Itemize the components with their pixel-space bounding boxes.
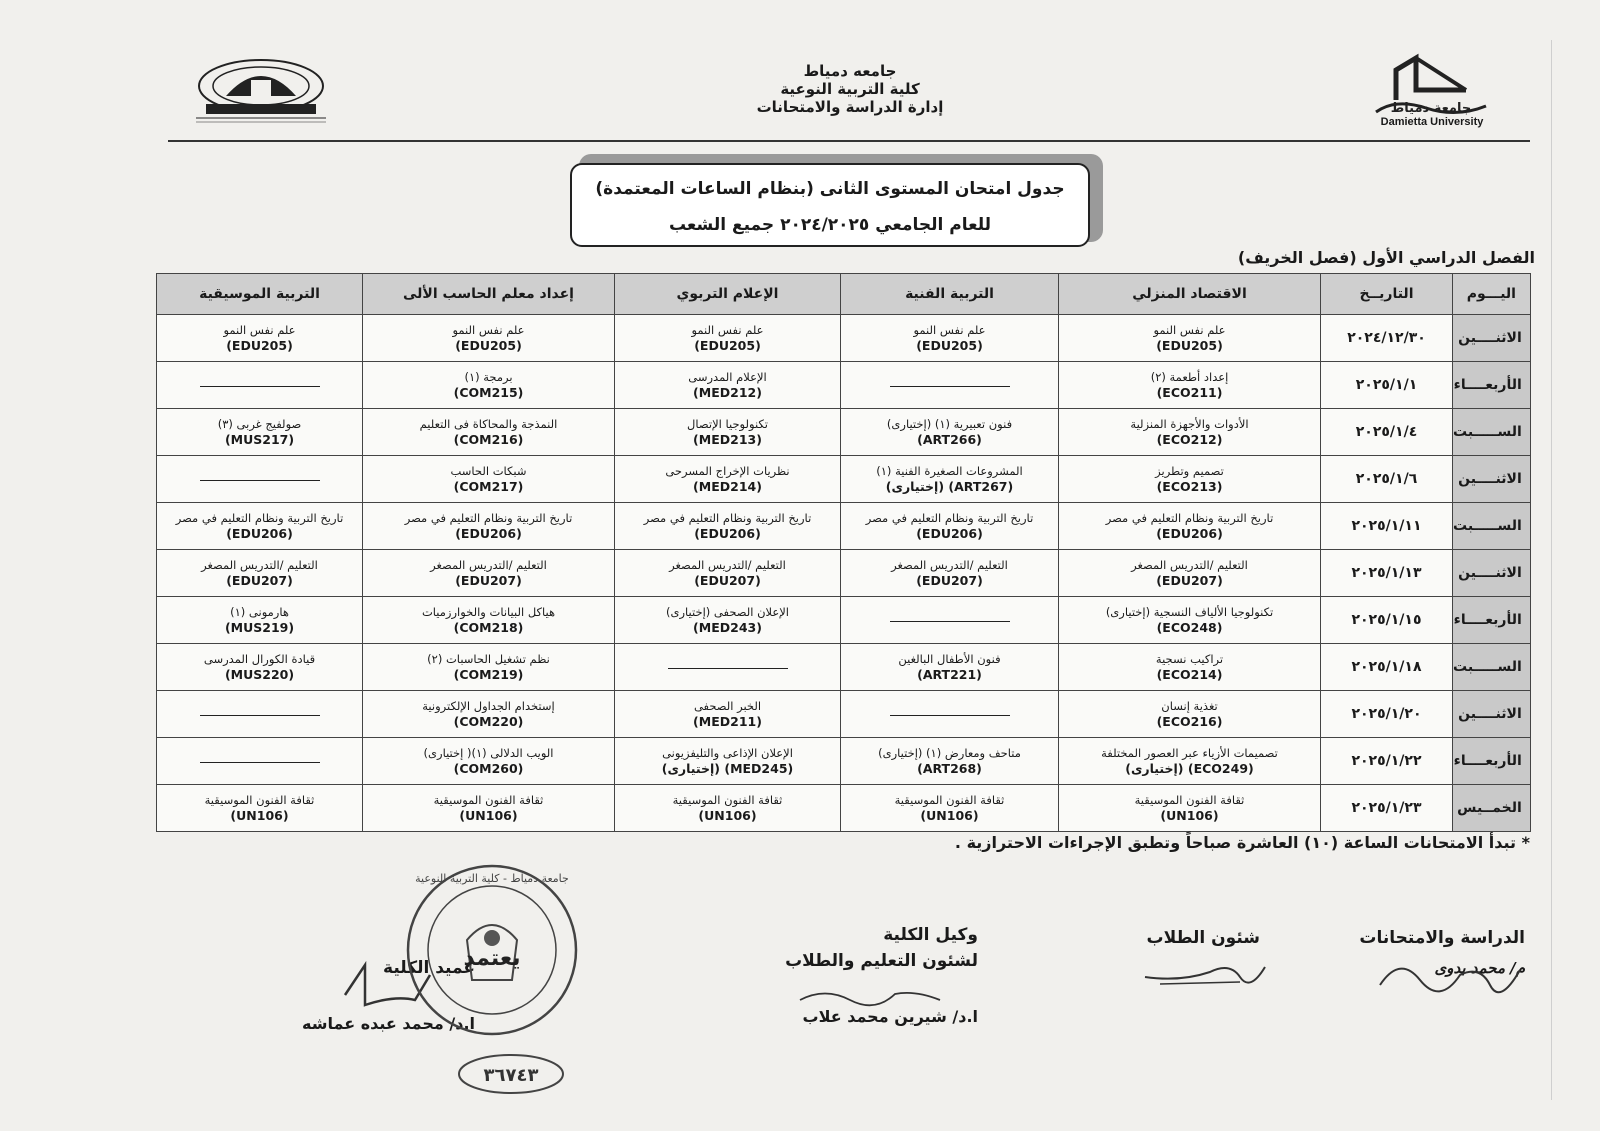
- course-code: (ECO213): [1156, 479, 1223, 494]
- course-name: تاريخ التربية ونظام التعليم في مصر: [865, 511, 1034, 525]
- stamp-word: يعتمد: [463, 946, 521, 971]
- course-name: ثقافة الفنون الموسيقية: [672, 793, 783, 807]
- course-name: شبكات الحاسب: [450, 464, 527, 478]
- course-code: (UN106): [1160, 808, 1219, 823]
- date-cell: ٢٠٢٤/١٢/٣٠: [1321, 315, 1453, 362]
- table-row: [157, 785, 1531, 832]
- course-name: ثقافة الفنون الموسيقية: [1134, 793, 1245, 807]
- course-code: (MED213): [693, 432, 762, 447]
- course-code: (EDU206): [916, 526, 983, 541]
- course-code: (ECO211): [1156, 385, 1223, 400]
- day-cell: الأربعــــاء: [1453, 362, 1531, 409]
- exam-time-note: * تبدأ الامتحانات الساعة (١٠) العاشرة صباحاً وتطبق الإجراءات الاحترازية .: [954, 833, 1530, 852]
- course-cell: [157, 691, 363, 738]
- course-name: تاريخ التربية ونظام التعليم في مصر: [404, 511, 573, 525]
- table-row: [157, 691, 1531, 738]
- stamp-number-seal: [456, 1052, 566, 1096]
- course-name: ثقافة الفنون الموسيقية: [204, 793, 315, 807]
- no-exam-dash: [890, 385, 1010, 387]
- table-row: [157, 738, 1531, 785]
- day-cell: الســـــبت: [1453, 503, 1531, 550]
- semester-label: الفصل الدراسي الأول (فصل الخريف): [1237, 248, 1535, 267]
- course-cell: [615, 691, 841, 738]
- course-name: التعليم /التدريس المصغر: [669, 558, 786, 572]
- course-cell: [615, 362, 841, 409]
- day-cell: الاثنــــين: [1453, 691, 1531, 738]
- course-cell: [157, 550, 363, 597]
- course-cell: [841, 550, 1059, 597]
- course-code: (UN106): [698, 808, 757, 823]
- course-cell: [363, 409, 615, 456]
- course-cell: [157, 597, 363, 644]
- signature-vice-dean-subtitle: لشئون التعليم والطلاب: [785, 951, 978, 971]
- course-cell: [157, 738, 363, 785]
- course-cell: [363, 644, 615, 691]
- table-row: [157, 550, 1531, 597]
- date-cell: ٢٠٢٥/١/١٣: [1321, 550, 1453, 597]
- date-cell: ٢٠٢٥/١/١٥: [1321, 597, 1453, 644]
- course-code: (EDU205): [694, 338, 761, 353]
- course-name: الخبر الصحفى: [693, 699, 762, 713]
- course-name: التعليم /التدريس المصغر: [891, 558, 1008, 572]
- table-row: [157, 409, 1531, 456]
- course-cell: [157, 315, 363, 362]
- course-code: (COM216): [453, 432, 524, 447]
- university-name: جامعه دمياط: [803, 62, 897, 80]
- course-cell: [1059, 550, 1321, 597]
- course-cell: [1059, 597, 1321, 644]
- course-name: تكنولوجيا الإتصال: [687, 417, 768, 431]
- course-cell: [841, 456, 1059, 503]
- course-cell: [157, 362, 363, 409]
- course-cell: [615, 456, 841, 503]
- course-cell: [1059, 644, 1321, 691]
- course-name: برمجة (١): [464, 370, 513, 384]
- course-cell: [841, 785, 1059, 832]
- course-cell: [615, 550, 841, 597]
- course-code: (ART221): [917, 667, 982, 682]
- course-cell: [841, 644, 1059, 691]
- university-stamp: [402, 860, 582, 1040]
- course-code: (UN106): [230, 808, 289, 823]
- course-code: (ECO216): [1156, 714, 1223, 729]
- course-cell: [841, 597, 1059, 644]
- column-header: التربية الفنية: [841, 274, 1059, 315]
- course-code: (COM215): [453, 385, 524, 400]
- date-cell: ٢٠٢٥/١/٢٣: [1321, 785, 1453, 832]
- column-header: التربية الموسيقية: [157, 274, 363, 315]
- course-cell: [157, 644, 363, 691]
- table-header-row: [157, 274, 1531, 315]
- course-name: الإعلام المدرسى: [688, 370, 767, 384]
- course-name: النمذجة والمحاكاة فى التعليم: [419, 417, 558, 431]
- course-name: تاريخ التربية ونظام التعليم في مصر: [1105, 511, 1274, 525]
- course-name: تراكيب نسجية: [1155, 652, 1224, 666]
- day-cell: الســـــبت: [1453, 409, 1531, 456]
- course-code: (EDU207): [1156, 573, 1223, 588]
- university-emblem-icon: [1356, 50, 1506, 116]
- course-cell: [1059, 315, 1321, 362]
- no-exam-dash: [200, 714, 320, 716]
- course-cell: [363, 785, 615, 832]
- course-code: (COM217): [453, 479, 524, 494]
- course-cell: [363, 362, 615, 409]
- university-logo-arabic: جامعة دمياط: [1390, 101, 1472, 116]
- course-name: صولفيج غربى (٣): [217, 417, 302, 431]
- course-name: علم نفس النمو: [913, 323, 986, 337]
- no-exam-dash: [890, 714, 1010, 716]
- table-row: [157, 503, 1531, 550]
- course-code: (ECO212): [1156, 432, 1223, 447]
- course-code: (MUS217): [224, 432, 295, 447]
- date-cell: ٢٠٢٥/١/١١: [1321, 503, 1453, 550]
- department-name: إدارة الدراسة والامتحانات: [756, 98, 944, 116]
- course-code: (ART268): [917, 761, 982, 776]
- course-cell: [1059, 456, 1321, 503]
- column-header: الإعلام التربوي: [615, 274, 841, 315]
- no-exam-dash: [200, 761, 320, 763]
- course-name: نظريات الإخراج المسرحى: [665, 464, 790, 478]
- table-row: [157, 362, 1531, 409]
- course-cell: [157, 456, 363, 503]
- course-code: (COM218): [453, 620, 524, 635]
- no-exam-dash: [668, 667, 788, 669]
- university-logo-caption: Damietta University: [1380, 116, 1484, 128]
- signature-student-affairs: [1146, 925, 1260, 951]
- course-code: (EDU206): [226, 526, 293, 541]
- course-cell: [1059, 785, 1321, 832]
- no-exam-dash: [200, 479, 320, 481]
- course-name: تكنولوجيا الألياف النسجية (إختيارى): [1105, 605, 1274, 619]
- course-name: علم نفس النمو: [223, 323, 296, 337]
- course-name: الإعلان الصحفى (إختيارى): [665, 605, 789, 619]
- course-code: (EDU207): [694, 573, 761, 588]
- handwritten-signature-studies: [1370, 945, 1530, 1005]
- course-cell: [841, 315, 1059, 362]
- course-cell: [157, 503, 363, 550]
- course-cell: [363, 691, 615, 738]
- column-header: اليـــوم: [1453, 274, 1531, 315]
- course-cell: [841, 738, 1059, 785]
- course-code: (EDU206): [1156, 526, 1223, 541]
- date-cell: ٢٠٢٥/١/١٨: [1321, 644, 1453, 691]
- course-name: الويب الدلالى (١)( إختيارى): [423, 746, 554, 760]
- course-name: تصميمات الأزياء عبر العصور المختلفة: [1101, 746, 1278, 760]
- course-name: فنون الأطفال البالغين: [898, 652, 1001, 666]
- course-name: تاريخ التربية ونظام التعليم في مصر: [643, 511, 812, 525]
- column-header: الاقتصاد المنزلي: [1059, 274, 1321, 315]
- course-code: (ECO248): [1156, 620, 1223, 635]
- course-name: ثقافة الفنون الموسيقية: [433, 793, 544, 807]
- column-header: إعداد معلم الحاسب الألى: [363, 274, 615, 315]
- table-row: [157, 315, 1531, 362]
- exam-schedule-table: [156, 273, 1531, 832]
- course-cell: [615, 738, 841, 785]
- course-name: علم نفس النمو: [452, 323, 525, 337]
- course-name: المشروعات الصغيرة الفنية (١): [876, 464, 1023, 478]
- day-cell: الاثنــــين: [1453, 456, 1531, 503]
- course-code: (ECO214): [1156, 667, 1223, 682]
- date-cell: ٢٠٢٥/١/٤: [1321, 409, 1453, 456]
- course-code: (ART266): [917, 432, 982, 447]
- course-code: (EDU207): [455, 573, 522, 588]
- date-cell: ٢٠٢٥/١/٢٢: [1321, 738, 1453, 785]
- course-code: (UN106): [920, 808, 979, 823]
- course-name: نظم تشغيل الحاسبات (٢): [427, 652, 550, 666]
- course-code: (EDU205): [916, 338, 983, 353]
- course-cell: [157, 785, 363, 832]
- signature-student-affairs-title: شئون الطلاب: [1146, 928, 1260, 948]
- course-code: (MUS220): [224, 667, 295, 682]
- day-cell: الأربعــــاء: [1453, 738, 1531, 785]
- course-code: (MED243): [693, 620, 762, 635]
- course-cell: [1059, 409, 1321, 456]
- signature-vice-dean-name: ا.د/ شيرين محمد علاب: [802, 1007, 978, 1026]
- course-cell: [1059, 691, 1321, 738]
- course-cell: [841, 691, 1059, 738]
- course-cell: [1059, 738, 1321, 785]
- course-name: هياكل البيانات والخوارزميات: [421, 605, 556, 619]
- course-code: (MED245) (إختيارى): [661, 761, 794, 776]
- table-row: [157, 597, 1531, 644]
- course-code: (MED211): [693, 714, 762, 729]
- course-code: (ECO249) (إختيارى): [1125, 761, 1254, 776]
- course-name: متاحف ومعارض (١) (إختيارى): [878, 746, 1021, 760]
- course-name: ثقافة الفنون الموسيقية: [894, 793, 1005, 807]
- course-code: (ART267) (إختيارى): [885, 479, 1014, 494]
- faculty-logo: [186, 56, 336, 126]
- no-exam-dash: [890, 620, 1010, 622]
- course-code: (MED212): [693, 385, 762, 400]
- table-body: [157, 315, 1531, 832]
- course-name: الأدوات والأجهزة المنزلية: [1130, 417, 1249, 431]
- date-cell: ٢٠٢٥/١/٦: [1321, 456, 1453, 503]
- day-cell: الأربعــــاء: [1453, 597, 1531, 644]
- course-name: فنون تعبيرية (١) (إختيارى): [886, 417, 1013, 431]
- signature-studies-name: م/ محمد بدوى: [1434, 959, 1525, 977]
- course-cell: [363, 550, 615, 597]
- course-cell: [1059, 503, 1321, 550]
- institution-header: [700, 62, 1000, 116]
- course-cell: [1059, 362, 1321, 409]
- course-code: (EDU206): [455, 526, 522, 541]
- course-name: إستخدام الجداول الإلكترونية: [422, 699, 555, 713]
- course-name: التعليم /التدريس المصغر: [201, 558, 318, 572]
- course-cell: [363, 315, 615, 362]
- signature-dean-title: عميد الكلية: [383, 958, 475, 978]
- course-code: (EDU205): [226, 338, 293, 353]
- course-name: التعليم /التدريس المصغر: [430, 558, 547, 572]
- signature-studies-title: الدراسة والامتحانات: [1359, 928, 1525, 948]
- course-name: إعداد أطعمة (٢): [1150, 370, 1229, 384]
- course-code: (COM260): [453, 761, 524, 776]
- title-box: [570, 163, 1090, 247]
- day-cell: الاثنــــين: [1453, 315, 1531, 362]
- course-name: تصميم وتطريز: [1155, 464, 1224, 478]
- course-cell: [363, 597, 615, 644]
- course-cell: [615, 785, 841, 832]
- course-name: تاريخ التربية ونظام التعليم في مصر: [175, 511, 344, 525]
- faculty-name: كلية التربية النوعية: [780, 80, 920, 98]
- header-divider: [168, 140, 1530, 142]
- course-code: (MUS219): [224, 620, 295, 635]
- course-name: تغذية إنسان: [1161, 699, 1218, 713]
- course-code: (EDU207): [916, 573, 983, 588]
- course-code: (UN106): [459, 808, 518, 823]
- university-logo: [1356, 50, 1506, 130]
- course-cell: [841, 503, 1059, 550]
- course-name: علم نفس النمو: [1153, 323, 1226, 337]
- course-cell: [363, 503, 615, 550]
- course-name: التعليم /التدريس المصغر: [1131, 558, 1248, 572]
- course-cell: [615, 409, 841, 456]
- course-cell: [615, 315, 841, 362]
- course-cell: [841, 362, 1059, 409]
- course-code: (COM219): [453, 667, 524, 682]
- course-code: (EDU205): [1156, 338, 1223, 353]
- course-name: الإعلان الإذاعى والتليفزيونى: [662, 746, 793, 760]
- signature-vice-dean: [785, 922, 978, 1030]
- course-cell: [615, 597, 841, 644]
- stamp-ring-text: جامعة دمياط - كلية التربية النوعية: [415, 872, 569, 885]
- handwritten-signature-vice-dean: [795, 982, 945, 1012]
- schedule-year: للعام الجامعي ٢٠٢٤/٢٠٢٥ جميع الشعب: [668, 215, 992, 235]
- course-name: علم نفس النمو: [691, 323, 764, 337]
- course-cell: [363, 738, 615, 785]
- course-name: هارمونى (١): [230, 605, 289, 619]
- course-cell: [615, 503, 841, 550]
- course-code: (COM220): [453, 714, 524, 729]
- course-cell: [363, 456, 615, 503]
- table-row: [157, 456, 1531, 503]
- handwritten-signature-student-affairs: [1140, 952, 1270, 992]
- table-row: [157, 644, 1531, 691]
- stamp-number: ٣٦٧٤٣: [483, 1065, 539, 1086]
- signature-dean-name: ا.د/ محمد عبده عماشه: [302, 1014, 475, 1033]
- day-cell: الخمــيس: [1453, 785, 1531, 832]
- course-cell: [615, 644, 841, 691]
- course-code: (MED214): [693, 479, 762, 494]
- day-cell: الاثنــــين: [1453, 550, 1531, 597]
- date-cell: ٢٠٢٥/١/١: [1321, 362, 1453, 409]
- column-header: التاريــخ: [1321, 274, 1453, 315]
- scan-edge: [1551, 40, 1552, 1100]
- no-exam-dash: [200, 385, 320, 387]
- date-cell: ٢٠٢٥/١/٢٠: [1321, 691, 1453, 738]
- course-code: (EDU207): [226, 573, 293, 588]
- signature-vice-dean-title: وكيل الكلية: [883, 925, 978, 945]
- course-cell: [841, 409, 1059, 456]
- day-cell: الســـــبت: [1453, 644, 1531, 691]
- course-code: (EDU205): [455, 338, 522, 353]
- schedule-title: جدول امتحان المستوى الثانى (بنظام الساعات المعتمدة): [595, 179, 1065, 199]
- course-code: (EDU206): [694, 526, 761, 541]
- course-name: قيادة الكورال المدرسى: [203, 652, 316, 666]
- course-cell: [157, 409, 363, 456]
